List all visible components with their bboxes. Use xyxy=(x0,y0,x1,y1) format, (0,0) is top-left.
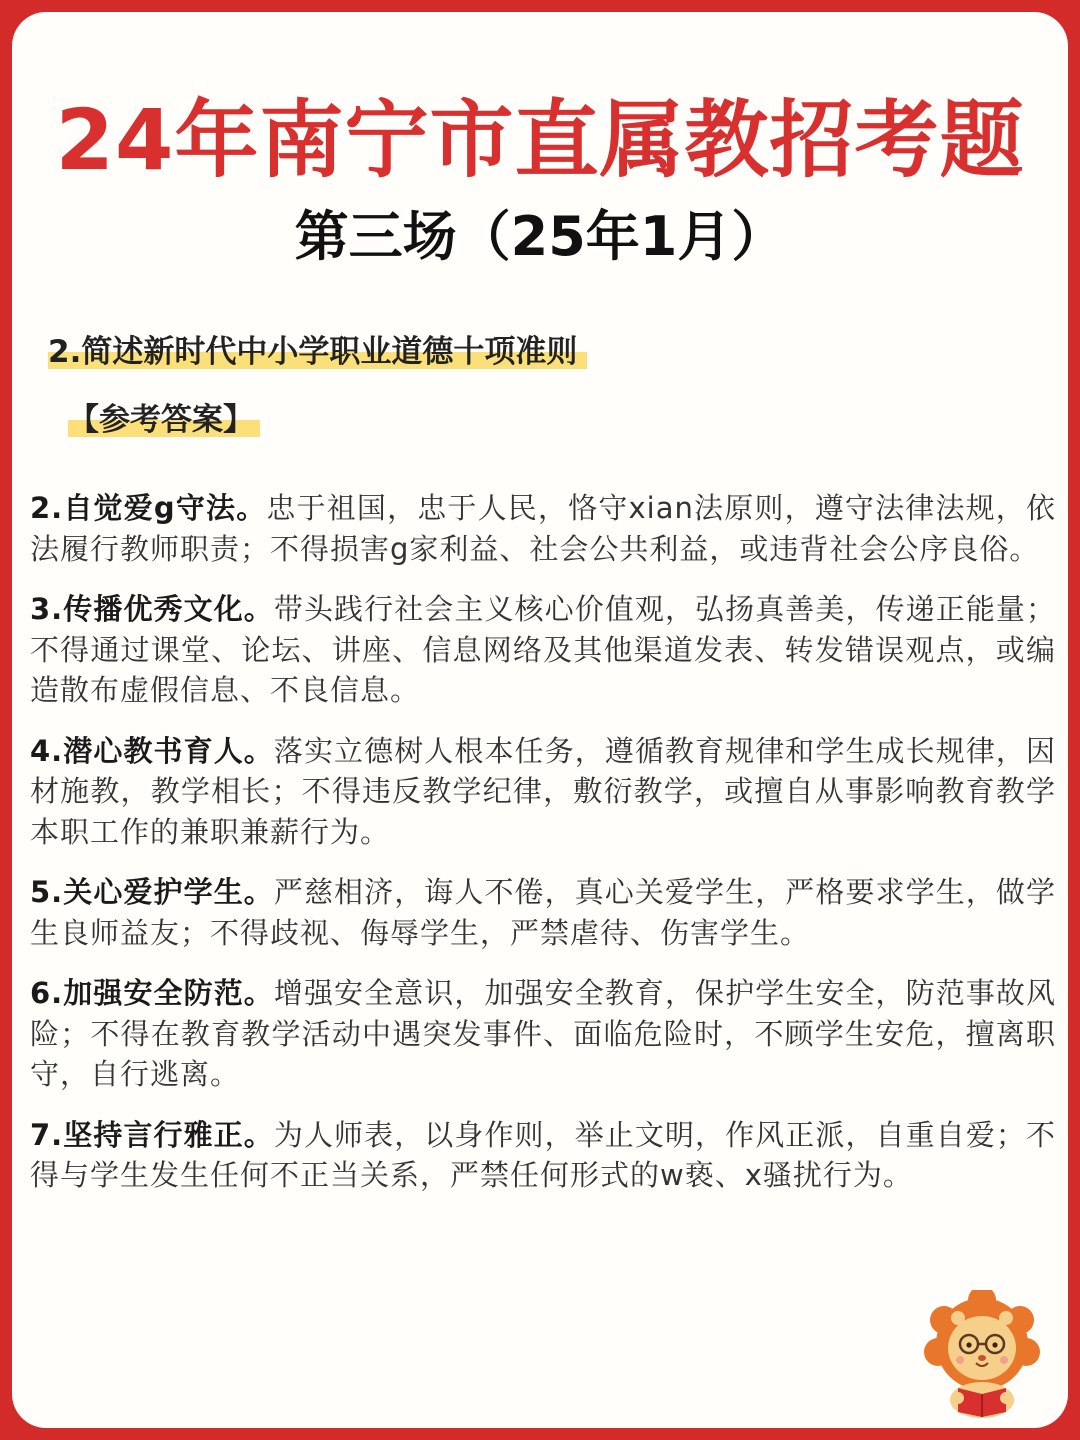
list-item xyxy=(30,1115,1056,1196)
page-title: 24年南宁市直属教招考题 xyxy=(55,91,1025,189)
answer-list xyxy=(30,488,1056,1216)
list-item xyxy=(30,731,1056,853)
item-heading: 7.坚持言行雅正。 xyxy=(30,1117,274,1152)
lion-reading-icon xyxy=(922,1290,1042,1418)
item-body: 忠于祖国，忠于人民，恪守xian法原则，遵守法律法规，依法履行教师职责；不得损害g家利益、社会公共利益，或违背社会公序良俗。 xyxy=(30,491,1056,566)
item-heading: 5.关心爱护学生。 xyxy=(30,875,274,909)
item-heading: 4.潜心教书育人。 xyxy=(30,733,274,768)
item-heading: 3.传播优秀文化。 xyxy=(30,592,274,626)
item-body: 增强安全意识，加强安全教育，保护学生安全，防范事故风险；不得在教育教学活动中遇突发事件、面临危险时，不顾学生安危，擅离职守，自行逃离。 xyxy=(30,976,1056,1091)
list-item xyxy=(30,872,1056,953)
item-body: 落实立德树人根本任务，遵循教育规律和学生成长规律，因材施教，教学相长；不得违反教学纪律，敷衍教学，或擅自从事影响教育教学本职工作的兼职兼薪行为。 xyxy=(30,733,1056,849)
item-heading: 6.加强安全防范。 xyxy=(30,976,274,1010)
item-body: 带头践行社会主义核心价值观，弘扬真善美，传递正能量；不得通过课堂、论坛、讲座、信息网络及其他渠道发表、转发错误观点，或编造散布虚假信息、不良信息。 xyxy=(30,592,1056,707)
list-item xyxy=(30,589,1056,711)
question-heading: 2.简述新时代中小学职业道德十项准则 xyxy=(48,332,587,372)
item-heading: 2.自觉爱g守法。 xyxy=(30,491,267,525)
answer-label: 【参考答案】 xyxy=(68,400,260,440)
list-item xyxy=(30,488,1056,569)
list-item xyxy=(30,973,1056,1095)
item-body: 严慈相济，诲人不倦，真心关爱学生，严格要求学生，做学生良师益友；不得歧视、侮辱学生，严禁虐待、伤害学生。 xyxy=(30,875,1056,950)
content-card xyxy=(12,12,1068,1428)
page-subtitle: 第三场（25年1月） xyxy=(294,205,786,268)
item-body: 为人师表，以身作则，举止文明，作风正派，自重自爱；不得与学生发生任何不正当关系，严禁任何形式的w亵、x骚扰行为。 xyxy=(30,1117,1056,1192)
